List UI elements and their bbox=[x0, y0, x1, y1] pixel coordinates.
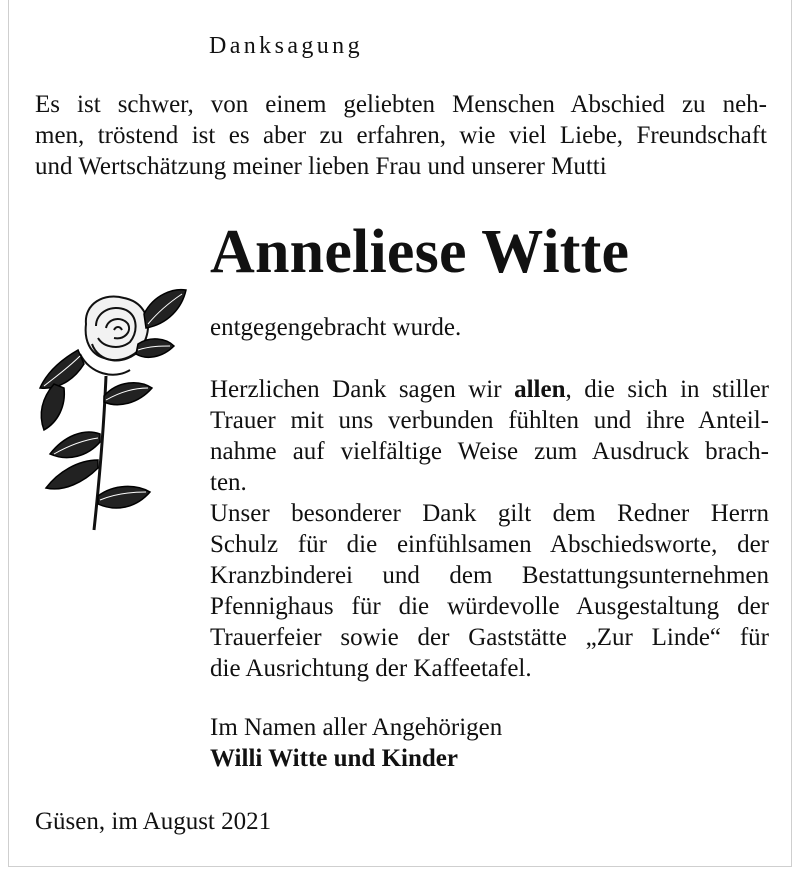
signature-names: Willi Witte und Kinder bbox=[210, 745, 458, 772]
intro-line: Es ist schwer, von einem geliebten Menschen Abschied zu neh- bbox=[35, 91, 767, 118]
rose-icon bbox=[34, 284, 188, 532]
special-thanks-paragraph bbox=[210, 498, 769, 684]
special-line: Trauerfeier sowie der Gaststätte „Zur Linde“ für bbox=[210, 624, 769, 651]
intro-line: und Wertschätzung meiner lieben Frau und unserer Mutti bbox=[35, 153, 607, 180]
deceased-name: Anneliese Witte bbox=[210, 218, 630, 286]
heading-danksagung: Danksagung bbox=[209, 33, 363, 59]
special-line: Pfennighaus für die würdevolle Ausgestaltung der bbox=[210, 593, 769, 620]
thanks-emphasis: allen bbox=[514, 376, 566, 403]
after-name-text: entgegengebracht wurde. bbox=[210, 314, 462, 341]
thanks-line: Trauer mit uns verbunden fühlten und ihre Anteil- bbox=[210, 407, 769, 434]
intro-paragraph bbox=[35, 89, 767, 182]
intro-line: men, tröstend ist es aber zu erfahren, wie viel Liebe, Freundschaft bbox=[35, 122, 767, 149]
thanks-line bbox=[210, 374, 769, 405]
special-line: die Ausrichtung der Kaffeetafel. bbox=[210, 655, 532, 682]
thanks-paragraph bbox=[210, 374, 769, 498]
place-date: Güsen, im August 2021 bbox=[35, 808, 272, 835]
thanks-line: ten. bbox=[210, 469, 247, 496]
special-line: Unser besonderer Dank gilt dem Redner Herrn bbox=[210, 500, 769, 527]
special-line: Kranzbinderei und dem Bestattungsunternehmen bbox=[210, 562, 769, 589]
thanks-text: , die sich in stiller bbox=[565, 376, 769, 403]
signature-intro: Im Namen aller Angehörigen bbox=[210, 714, 503, 741]
thanks-text: Herzlichen Dank sagen wir bbox=[210, 376, 502, 403]
special-line: Schulz für die einfühlsamen Abschiedsworte, der bbox=[210, 531, 769, 558]
thanks-line: nahme auf vielfältige Weise zum Ausdruck brach- bbox=[210, 438, 769, 465]
